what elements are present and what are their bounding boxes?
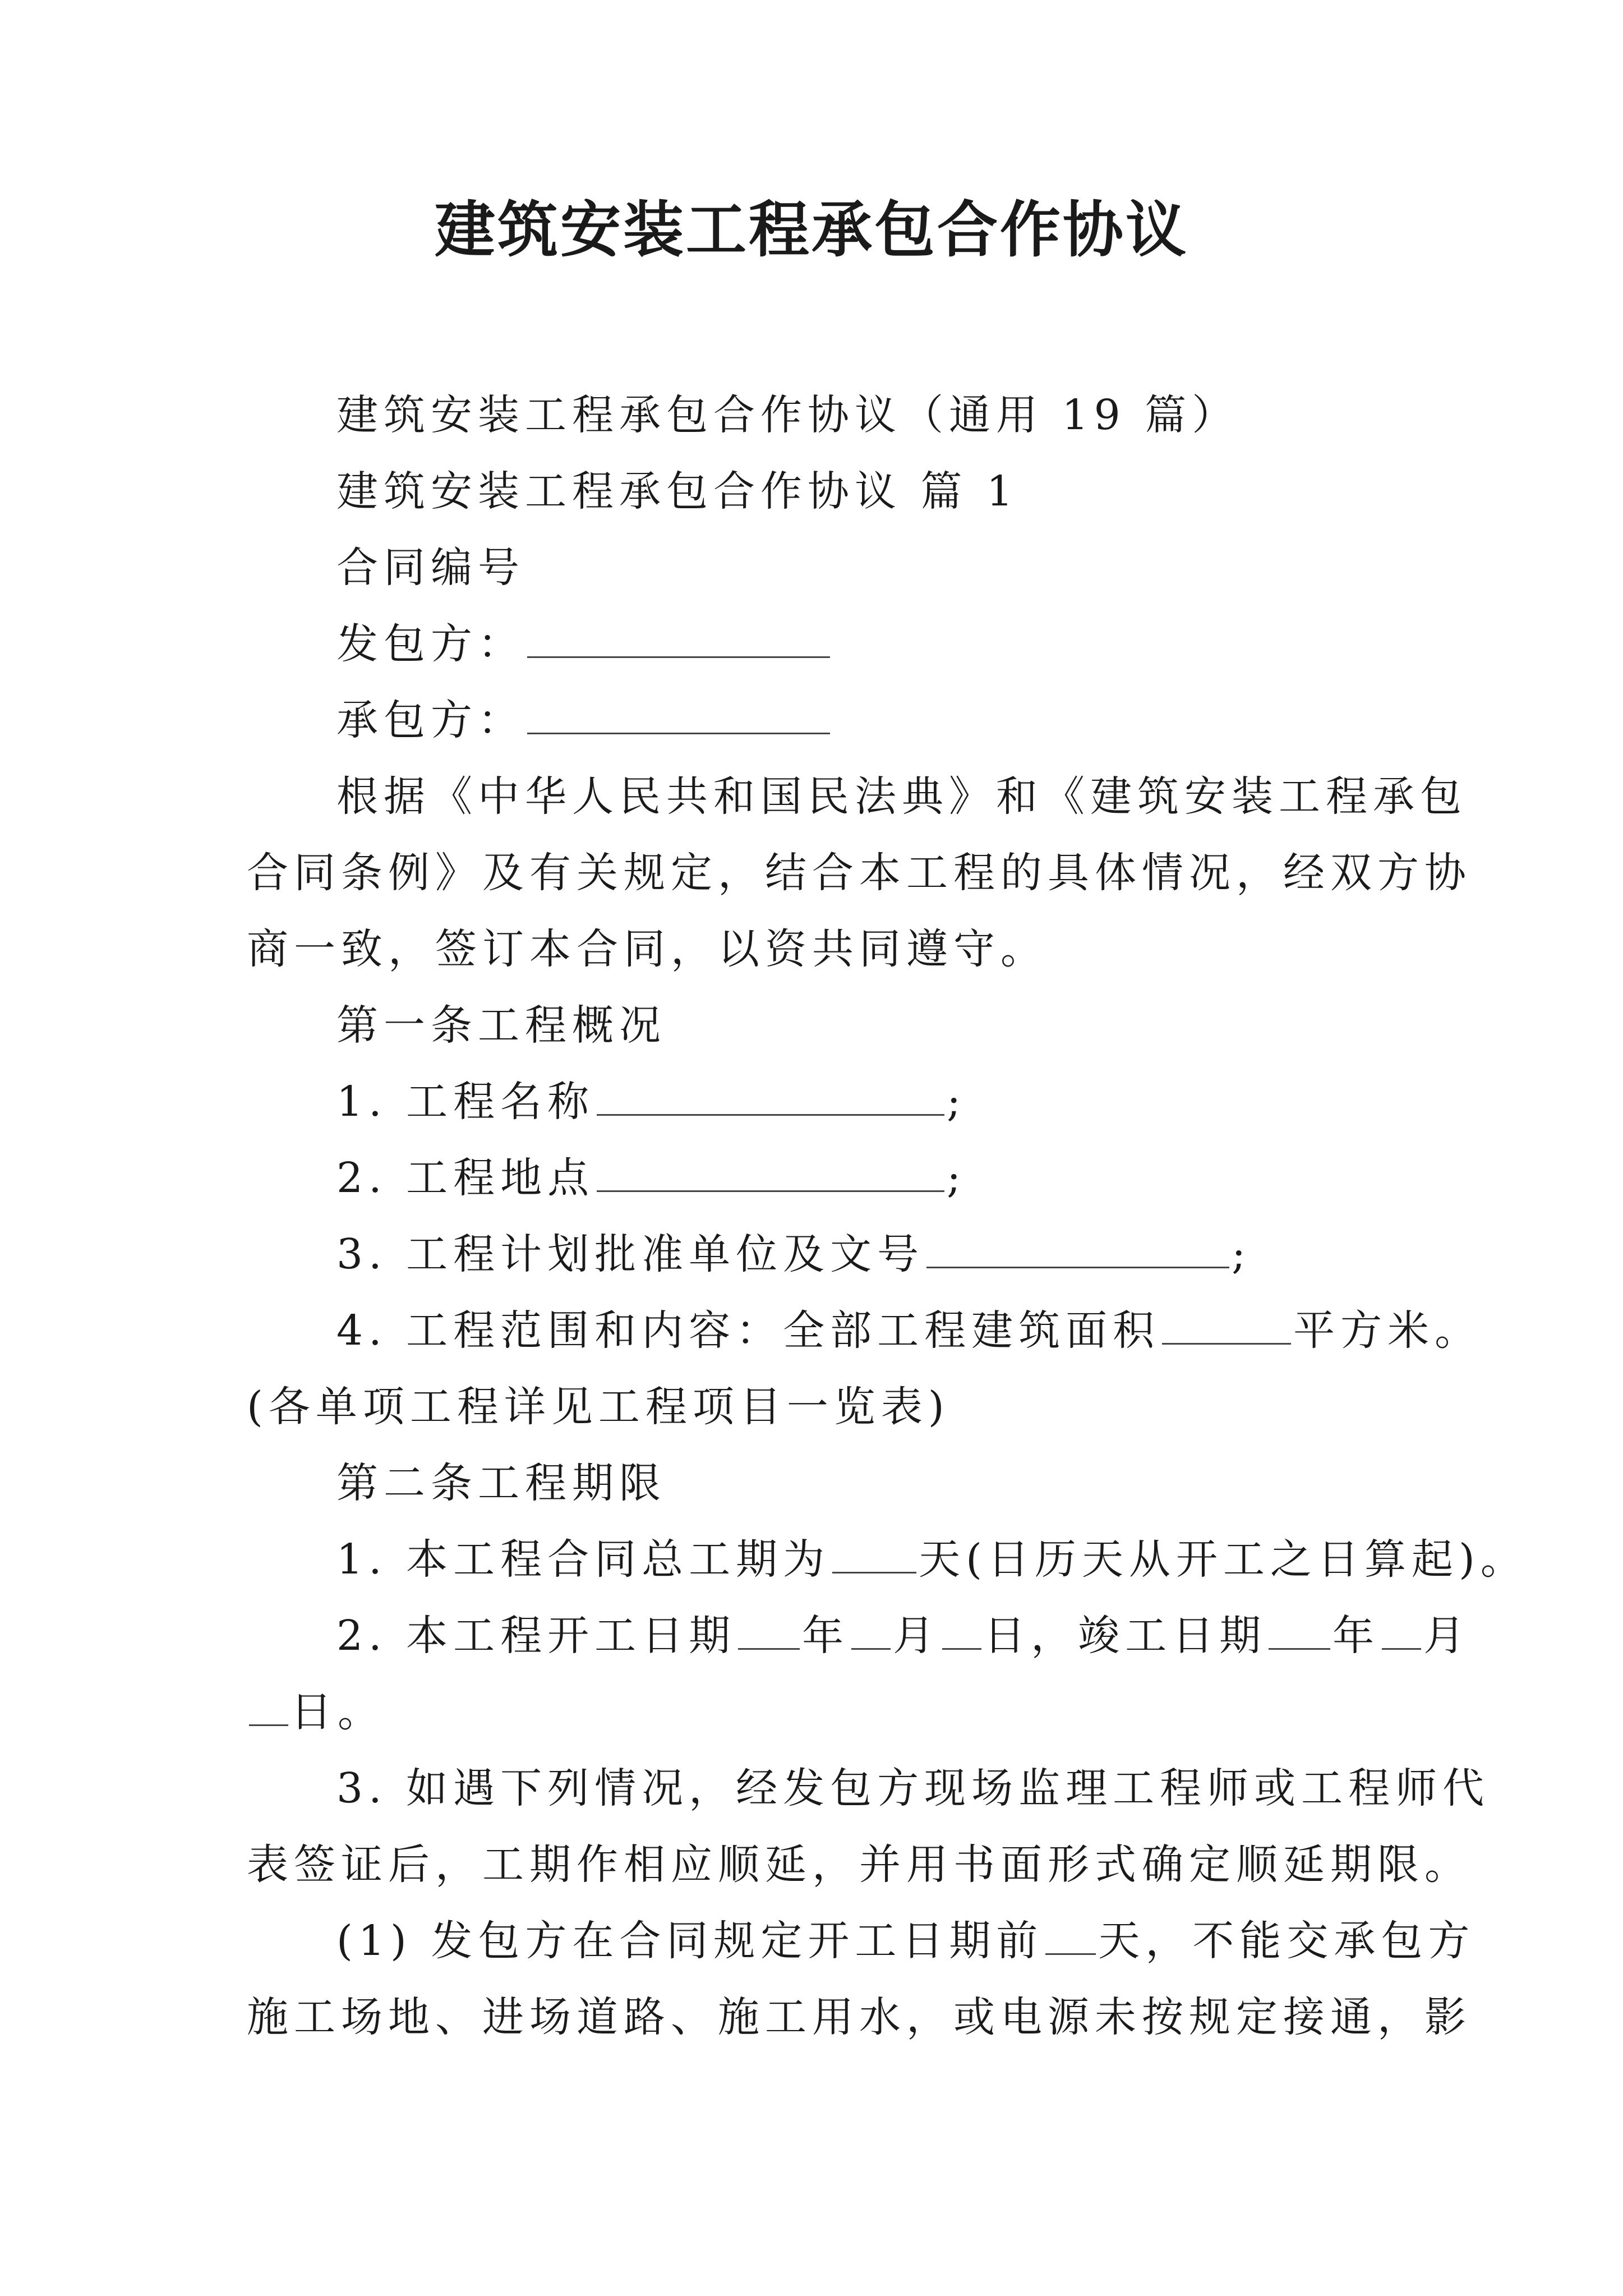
project-location-blank [597,1151,944,1192]
article-two-heading [336,1455,666,1511]
paragraph-text: 合同条例》及有关规定，结合本工程的具体情况，经双方协 [247,849,1472,897]
paragraph-text: (各单项工程详见工程项目一览表) [247,1383,950,1431]
paragraph-line [247,1379,950,1435]
approval-label: 3. 工程计划批准单位及文号 [336,1230,925,1278]
semicolon: ; [947,1078,967,1126]
contractor-line [336,692,832,748]
dates-line [336,1608,1470,1664]
paragraph-line [247,1989,1472,2045]
paragraph-line [247,921,1048,977]
section-heading-text: 建筑安装工程承包合作协议 篇 1 [336,467,1019,516]
paragraph-text: 表签证后，工期作相应顺延，并用书面形式确定顺延期限。 [247,1841,1472,1889]
contractor-label: 承包方： [336,696,525,744]
contractor-blank [527,693,830,734]
paragraph-text: 3. 如遇下列情况，经发包方现场监理工程师或工程师代 [336,1764,1490,1812]
project-name-line [336,1074,966,1130]
approval-line [336,1226,1251,1282]
article-heading-text: 第二条工程期限 [336,1459,666,1507]
clause-text: (1) 发包方在合同规定开工日期前 [336,1917,1044,1965]
start-date-label: 2. 本工程开工日期 [336,1612,736,1660]
employer-blank [527,617,830,658]
semicolon: ; [1232,1230,1252,1278]
paragraph-text: 根据《中华人民共和国民法典》和《建筑安装工程承包 [336,772,1467,821]
dates-line-cont [247,1684,385,1740]
day-label: 日。 [291,1688,385,1736]
duration-label: 1. 本工程合同总工期为 [336,1535,831,1584]
paragraph-text: 商一致，签订本合同，以资共同遵守。 [247,925,1048,973]
area-unit: 平方米。 [1293,1306,1482,1355]
paragraph-text: 施工场地、进场道路、施工用水，或电源未按规定接通，影 [247,1993,1472,2041]
duration-blank [832,1533,916,1573]
area-blank [1162,1304,1291,1345]
end-year-blank [1269,1609,1330,1650]
section-heading [336,463,1018,519]
article-heading-text: 第一条工程概况 [336,1001,666,1050]
duration-line [336,1531,1528,1588]
project-name-label: 1. 工程名称 [336,1078,595,1126]
year-label: 年 [1332,1612,1380,1660]
approval-blank [926,1227,1229,1268]
year-label: 年 [802,1612,850,1660]
subtitle-line [336,387,1239,443]
contract-number-text: 合同编号 [336,544,525,592]
project-location-label: 2. 工程地点 [336,1154,595,1202]
days-blank [1045,1914,1096,1955]
end-day-blank [249,1685,288,1726]
contract-number-label [336,540,525,596]
end-month-blank [1382,1609,1421,1650]
start-month-blank [851,1609,891,1650]
project-name-blank [597,1075,944,1116]
semicolon: ; [947,1154,967,1202]
employer-line [336,616,832,672]
employer-label: 发包方： [336,620,525,668]
document-title: 建筑安装工程承包合作协议 [434,195,1188,265]
clause-text: 天，不能交承包方 [1098,1917,1476,1965]
start-year-blank [738,1609,800,1650]
month-label: 月 [1423,1612,1471,1660]
month-label: 月 [893,1612,940,1660]
project-location-line [336,1150,966,1206]
subtitle-text: 建筑安装工程承包合作协议（通用 19 篇） [336,391,1239,439]
scope-line [336,1303,1482,1359]
paragraph-line [247,845,1472,901]
paragraph-line [336,769,1467,825]
paragraph-line [336,1760,1490,1816]
duration-unit: 天(日历天从开工之日算起)。 [919,1535,1528,1584]
clause-line [336,1913,1475,1969]
end-date-label: 日，竣工日期 [984,1612,1267,1660]
scope-label: 4. 工程范围和内容：全部工程建筑面积 [336,1306,1160,1355]
start-day-blank [942,1609,981,1650]
paragraph-line [247,1837,1472,1893]
article-one-heading [336,997,666,1053]
